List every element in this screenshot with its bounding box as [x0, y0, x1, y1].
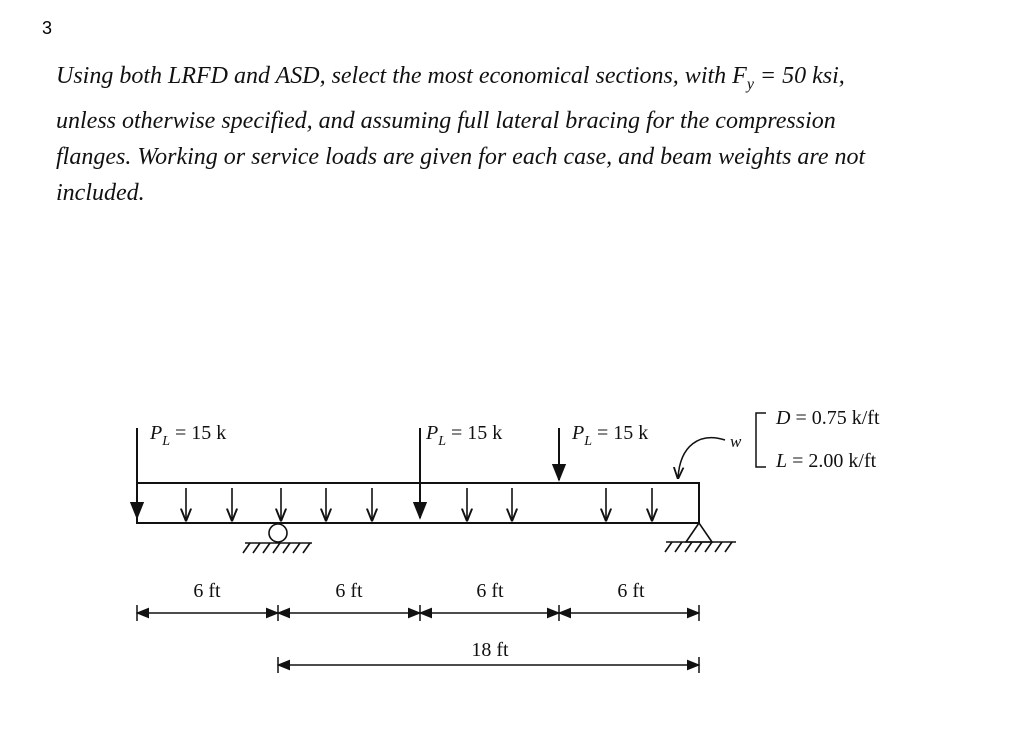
problem-line-1: Using both LRFD and ASD, select the most economical sections, with $F_y = 50$ ksi, [56, 63, 845, 93]
dimension-label-3: 6 ft [476, 580, 504, 602]
point-load-label-2: $P_L = 15$ k [426, 422, 503, 449]
load-bracket [756, 413, 766, 467]
point-load-label-3: $P_L = 15$ k [572, 422, 649, 449]
span-dimension-label: 18 ft [471, 639, 509, 661]
dead-load-label: D = 0.75 k/ft [776, 407, 880, 429]
distributed-load-symbol: w [730, 432, 742, 451]
roller-support [243, 524, 312, 553]
beam [137, 483, 699, 523]
dimension-label-1: 6 ft [193, 580, 221, 602]
dimension-label-4: 6 ft [617, 580, 645, 602]
load-leader-arrow [678, 438, 725, 478]
live-load-label: L = 2.00 k/ft [776, 450, 877, 472]
pin-support [665, 523, 736, 552]
point-load-label-1: $P_L = 15$ k [150, 422, 227, 449]
dimension-label-2: 6 ft [335, 580, 363, 602]
dimension-lines [137, 605, 699, 673]
problem-line-4: included. [56, 179, 145, 206]
problem-number: 3 [42, 18, 53, 38]
problem-line-3: flanges. Working or service loads are given for each case, and beam weights are not [56, 143, 866, 170]
problem-line-2: unless otherwise specified, and assuming full lateral bracing for the compression [56, 107, 836, 134]
